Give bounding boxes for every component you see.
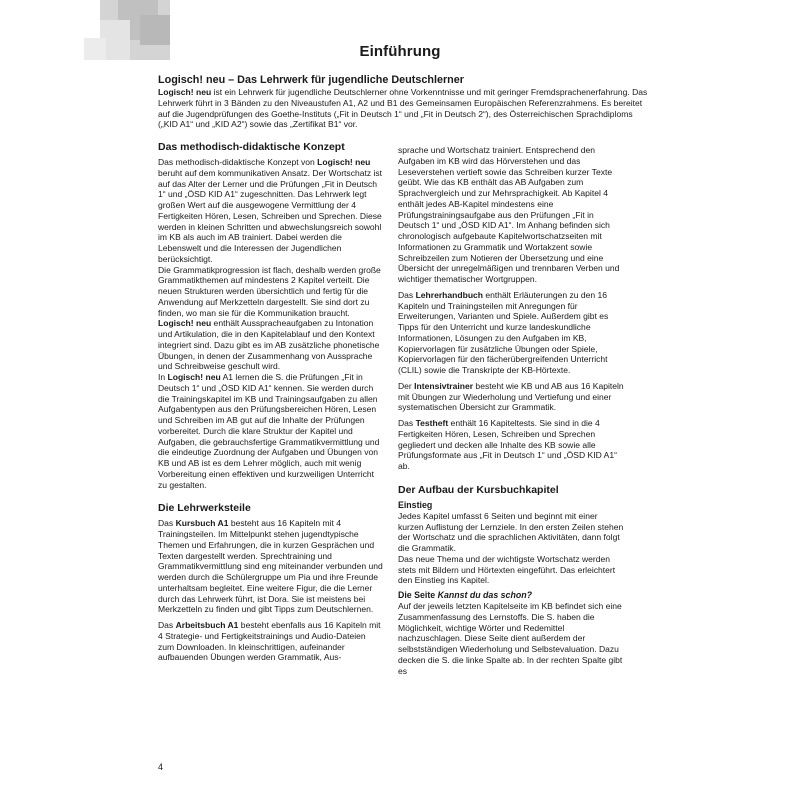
subheading-kannst-du-das-schon: Die Seite Kannst du das schon? — [398, 590, 532, 600]
page-number: 4 — [158, 762, 164, 772]
page-title: Einführung — [359, 43, 441, 60]
left-column — [158, 141, 384, 663]
paragraph: Das neue Thema und der wichtigste Wortschatz werden stets mit Bildern und Hörtexten eingeführt. Das erleichtert den Einstieg ins Kapitel. — [398, 553, 616, 586]
section-heading-konzept: Das methodisch-didaktische Konzept — [158, 141, 345, 153]
section-heading-lehrwerksteile: Die Lehrwerksteile — [158, 502, 251, 515]
paragraph: Jedes Kapitel umfasst 6 Seiten und beginnt mit einer kurzen Auflistung der Lernziele. In den ersten Zeilen stehen der Wortschatz und die sprachlichen Aktivitäten, dann folgt die Grammatik. — [398, 510, 624, 553]
right-column — [398, 145, 624, 676]
paragraph: Auf der jeweils letzten Kapitelseite im KB befindet sich eine Zusammenfassung des Lernstoffs. Die S. haben die Möglichkeit, wichtige Wörter und Redemittel nachzuschlagen. Diese Seite dient außerdem der selbstständigen Wiederholung und Selbstevaluation. Dazu decken die S. die linke Spalte ab. In der rechten Spalte gibt es — [398, 601, 623, 676]
intro-section — [158, 74, 648, 130]
intro-heading: Logisch! neu – Das Lehrwerk für jugendliche Deutschlerner — [158, 74, 464, 86]
paragraph: Das Testheft enthält 16 Kapiteltests. Sie sind in die 4 Fertigkeiten Hören, Lesen, Schreiben und Sprechen gegliedert und decken alle Inhalte des KB sowie alle Prüfungsformate aus „Fit in Deutsch 1“ und „ÖSD KID A1“ ab. — [398, 418, 617, 471]
section-heading-aufbau: Der Aufbau der Kursbuchkapitel — [398, 483, 559, 496]
brand-name: Logisch! neu — [158, 87, 212, 97]
paragraph: Die Grammatikprogression ist flach, deshalb werden große Grammatikthemen auf mindestens 2 Kapitel verteilt. Die neuen Strukturen werden übersichtlich und fertig für die Anwendung auf Merkzetteln dargestellt. Sie sind dort zu finden, wo man sie für die Kommunikation braucht. Logisch! neu enthält Ausspracheaufgaben zu Intonation und Artikulation, die in den Kapitelablauf und den Kontext integriert sind. Dazu gibt es im AB zusätzliche phonetische Übungen, in denen der Zusammenhang von Aussprache und Schreibweise geschult wird. — [158, 264, 381, 372]
paragraph: Der Intensivtrainer besteht wie KB und AB aus 16 Kapiteln mit Übungen zur Wiederholung und Vertiefung und einer systematischen Übersicht zur Grammatik. — [398, 380, 624, 413]
paragraph: Das methodisch-didaktische Konzept von Logisch! neu beruht auf dem kommunikativen Ansatz. Der Wortschatz ist auf das Alter der Lerner und die Prüfungen „Fit in Deutsch 1“ und „ÖSD KID A1“ zugeschnitten. Das Lehrwerk legt großen Wert auf die ausgewogene Vermittlung der 4 Fertigkeiten Hören, Lesen, Schreiben und Sprechen. Diese werden in kleinen Schritten und abwechslungsreich sowohl im KB als auch im AB trainiert. Dabei werden die Lebenswelt und die Interessen der Jugendlichen berücksichtigt. — [158, 157, 383, 264]
paragraph: In Logisch! neu A1 lernen die S. die Prüfungen „Fit in Deutsch 1“ und „ÖSD KID A1“ kennen. Sie werden durch die Trainingskapitel im KB und Trainingsaufgaben zu allen Aufgabentypen aus den Prüfungsbereichen Hören, Lesen und Schreiben im AB gut auf die Inhalte der Prüfungen vorbereitet. Durch die klare Struktur der Kapitel und Aufgaben, die gebrauchsfertige Grammatikvermittlung und die eindeutige Zuordnung der Aufgaben und Übungen von KB und AB ist es dem Lehrer möglich, auch mit wenig Vorbereitung einen effektiven und kurzweiligen Unterricht zu gestalten. — [158, 372, 380, 490]
intro-paragraph: Logisch! neu ist ein Lehrwerk für jugendliche Deutschlerner ohne Vorkenntnisse und mit geringer Fremdsprachenerfahrung. Das Lehrwerk führt in 3 Bänden zu den Niveaustufen A1, A2 und B1 des Gemeinsamen Europäischen Referenzrahmens. Es bereitet auf die Jugendprüfungen des Goethe-Instituts („Fit in Deutsch 1“ und „Fit in Deutsch 2“), des Österreichischen Sprachdiploms („KID A1“ und „KID A2“) sowie das „Zertifikat B1“ vor. — [158, 87, 648, 130]
paragraph: Das Lehrerhandbuch enthält Erläuterungen zu den 16 Kapiteln und Trainingsteilen mit Anregungen für Erweiterungen, Varianten und Spiele. Außerdem gibt es Tipps für den Unterricht und kurze landeskundliche Informationen, Lösungen zu den Aufgaben im KB, Kopiervorlagen für zusätzliche Übungen oder Spiele, Kopiervorlagen für den fächerübergreifenden Unterricht (CLIL) sowie die Transkripte der KB-Hörtexte. — [398, 289, 609, 375]
paragraph: sprache und Wortschatz trainiert. Entsprechend den Aufgaben im KB wird das Hörverstehen und das Leseverstehen vertieft sowie das Schreiben kurzer Texte geübt. Wie das KB enthält das AB Aufgaben zum Sprachvergleich und zur Mehrsprachigkeit. Ab Kapitel 4 enthält jedes AB-Kapitel mindestens eine Prüfungstrainingsaufgabe aus den Prüfungen „Fit in Deutsch 1“ und „ÖSD KID A1“. Im Anhang befinden sich chronologisch aufgebaute Kapitelwortschatzseiten mit Informationen zu Grammatik und Wortakzent sowie Schreibzeilen zum Notieren der Übersetzung und eine Übersicht der unregelmäßigen und trennbaren Verben und wichtiger thematischer Wortgruppen. — [398, 145, 620, 284]
subheading-einstieg: Einstieg — [398, 499, 433, 510]
paragraph: Das Arbeitsbuch A1 besteht ebenfalls aus 16 Kapiteln mit 4 Strategie- und Fertigkeitstrainings und Audio-Dateien zum Downloaden. In kleinschrittigen, aufeinander aufbauenden Übungen werden Grammatik, Aus- — [158, 620, 381, 663]
paragraph: Das Kursbuch A1 besteht aus 16 Kapiteln mit 4 Trainingsteilen. Im Mittelpunkt stehen jugendtypische Themen und Erfahrungen, die in kurzen Gesprächen und Texten dargestellt werden. Sprechtraining und Grammatikvermittlung sind eng miteinander verbunden und werden durch die Schülergruppe um Pia und ihre Freunde unterhaltsam begleitet. Eine weitere Figur, die die Lerner durch das Lehrwerk führt, ist Dora. Sie ist meistens bei Merkzetteln zu finden und gibt Tipps zum Deutschlernen. — [158, 518, 383, 615]
